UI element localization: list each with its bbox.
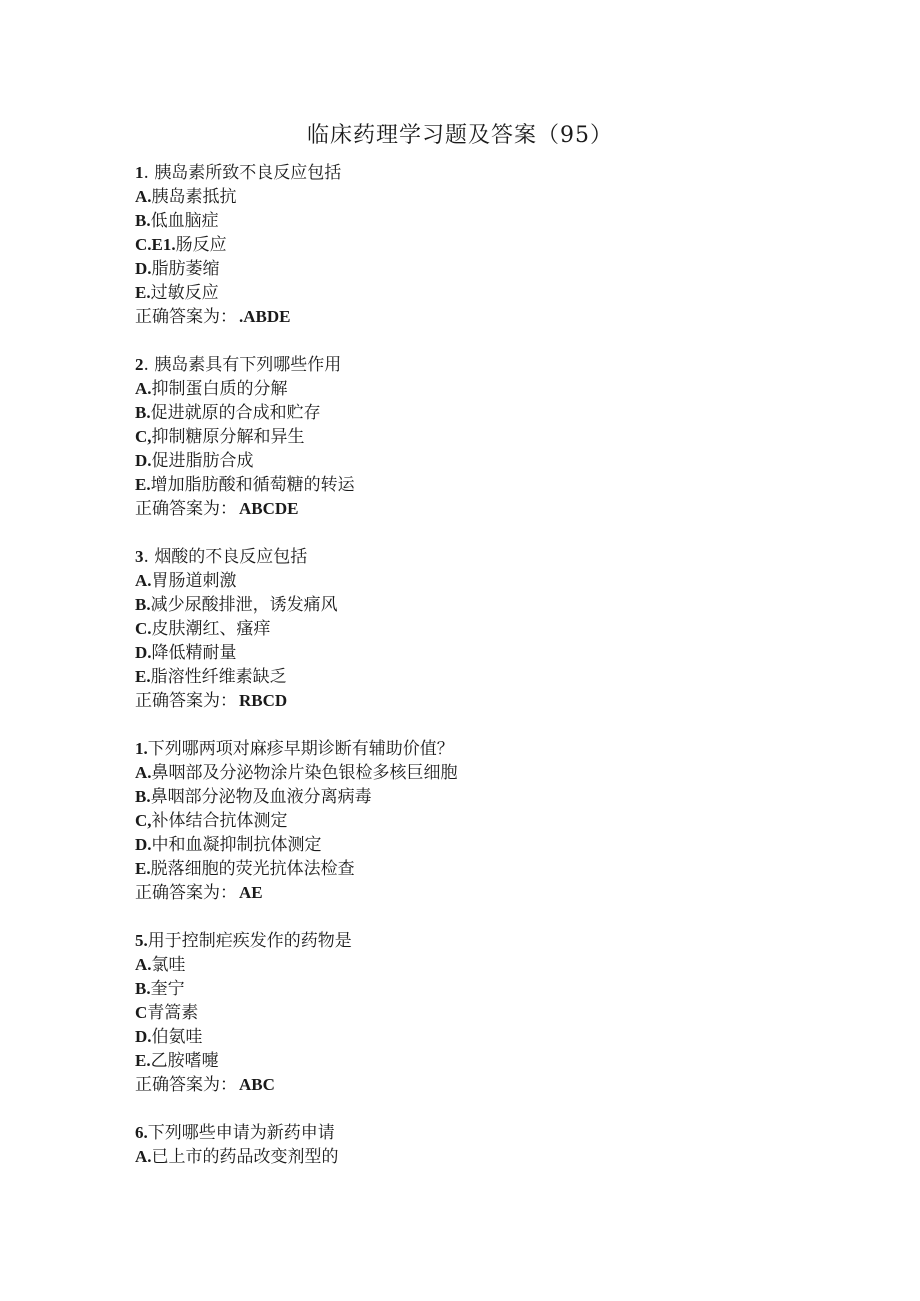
option-letter: E. [135,283,151,302]
document-title: 临床药理学习题及答案（95） [307,123,613,148]
option-letter: E. [135,1051,151,1070]
question-text: 用于控制疟疾发作的药物是 [147,931,352,951]
option-letter: C, [135,427,152,446]
answer-option [135,425,835,449]
answer-option [135,449,835,473]
question-text: 烟酸的不良反应包括 [154,547,308,567]
question-number-separator: . [143,355,155,375]
option-letter: A. [135,571,152,590]
correct-answer [135,881,835,905]
answer-option [135,617,835,641]
option-text: 增加脂肪酸和循萄糖的转运 [150,475,355,495]
option-text: 促进就原的合成和贮存 [150,403,321,423]
option-letter: B. [135,595,151,614]
option-letter: A. [135,1147,152,1166]
answer-option [135,809,835,833]
answer-option [135,1145,835,1169]
option-text: 伯氨哇 [151,1027,203,1047]
correct-answer-value: RBCD [239,691,288,710]
option-letter: B. [135,979,151,998]
option-letter: D. [135,643,152,662]
question-item [135,737,835,905]
question-number: 3 [135,547,144,566]
answer-option [135,233,835,257]
answer-option [135,785,835,809]
option-text: 鼻咽部及分泌物涂片染色银检多核巨细胞 [151,763,458,783]
answer-option [135,257,835,281]
correct-answer-label: 正确答案为： [135,307,237,327]
option-text: 鼻咽部分泌物及血液分离病毒 [150,787,372,807]
answer-option [135,281,835,305]
option-letter: E. [135,475,151,494]
option-text: 减少尿酸排泄，诱发痛风 [150,595,338,615]
option-letter: C, [135,811,152,830]
correct-answer-value: ABC [239,1075,275,1094]
option-text: 脂溶性纤维素缺乏 [150,667,287,687]
option-letter: A. [135,955,152,974]
answer-option [135,857,835,881]
answer-option [135,953,835,977]
option-text: 低血脑症 [150,211,219,231]
question-number: 6. [135,1123,148,1142]
question-stem [135,737,835,761]
question-item [135,545,835,713]
question-number-separator: . [143,163,155,183]
option-text: 中和血凝抑制抗体测定 [151,835,322,855]
option-text: 抑制糖原分解和异生 [151,427,305,447]
option-text: 肠反应 [175,235,227,255]
correct-answer-label: 正确答案为： [135,499,237,519]
option-text: 抑制蛋白质的分解 [151,379,288,399]
option-letter: B. [135,787,151,806]
question-number: 2 [135,355,144,374]
option-letter: D. [135,259,152,278]
question-number: 1. [135,739,148,758]
correct-answer-label: 正确答案为： [135,691,237,711]
correct-answer-label: 正确答案为： [135,1075,237,1095]
option-letter: B. [135,403,151,422]
question-stem [135,353,835,377]
question-item [135,161,835,329]
answer-option [135,1049,835,1073]
option-letter: D. [135,1027,152,1046]
option-letter: D. [135,835,152,854]
option-text: 促进脂肪合成 [151,451,254,471]
question-number: 1 [135,163,144,182]
correct-answer-value: .ABDE [239,307,291,326]
answer-option [135,593,835,617]
question-stem [135,161,835,185]
option-letter: E. [135,859,151,878]
option-text: 奎宁 [150,979,185,999]
answer-option [135,833,835,857]
option-letter: C [135,1003,148,1022]
answer-option [135,185,835,209]
answer-option [135,761,835,785]
question-number: 5. [135,931,148,950]
option-letter: A. [135,763,152,782]
question-item [135,353,835,521]
option-text: 胃肠道刺激 [151,571,237,591]
correct-answer [135,305,835,329]
option-text: 青篙素 [147,1003,199,1023]
question-text: 下列哪两项对麻疹早期诊断有辅助价值？ [147,739,454,759]
question-text: 胰岛素具有下列哪些作用 [154,355,342,375]
answer-option [135,569,835,593]
option-text: 乙胺嗜嚏 [150,1051,219,1071]
option-letter: A. [135,379,152,398]
question-item [135,929,835,1097]
option-text: 过敏反应 [150,283,219,303]
answer-option [135,665,835,689]
answer-option [135,1025,835,1049]
option-text: 补体结合抗体测定 [151,811,288,831]
option-text: 脱落细胞的荧光抗体法检查 [150,859,355,879]
question-list [135,161,835,1193]
question-stem [135,545,835,569]
option-letter: A. [135,187,152,206]
option-text: 已上市的药品改变剂型的 [151,1147,339,1167]
option-text: 皮肤潮红、瘙痒 [151,619,271,639]
question-stem [135,929,835,953]
correct-answer [135,689,835,713]
option-letter: D. [135,451,152,470]
option-letter: C.E1. [135,235,176,254]
answer-option [135,1001,835,1025]
correct-answer [135,497,835,521]
question-item [135,1121,835,1169]
correct-answer-value: AE [239,883,263,902]
question-text: 下列哪些申请为新药申请 [147,1123,335,1143]
option-letter: E. [135,667,151,686]
answer-option [135,401,835,425]
answer-option [135,377,835,401]
option-letter: B. [135,211,151,230]
correct-answer-label: 正确答案为： [135,883,237,903]
answer-option [135,641,835,665]
correct-answer [135,1073,835,1097]
correct-answer-value: ABCDE [239,499,299,518]
answer-option [135,977,835,1001]
option-letter: C. [135,619,152,638]
question-number-separator: . [143,547,155,567]
option-text: 胰岛素抵抗 [151,187,237,207]
option-text: 降低精耐量 [151,643,237,663]
question-stem [135,1121,835,1145]
option-text: 氯哇 [151,955,186,975]
answer-option [135,209,835,233]
question-text: 胰岛素所致不良反应包括 [154,163,342,183]
option-text: 脂肪萎缩 [151,259,220,279]
answer-option [135,473,835,497]
